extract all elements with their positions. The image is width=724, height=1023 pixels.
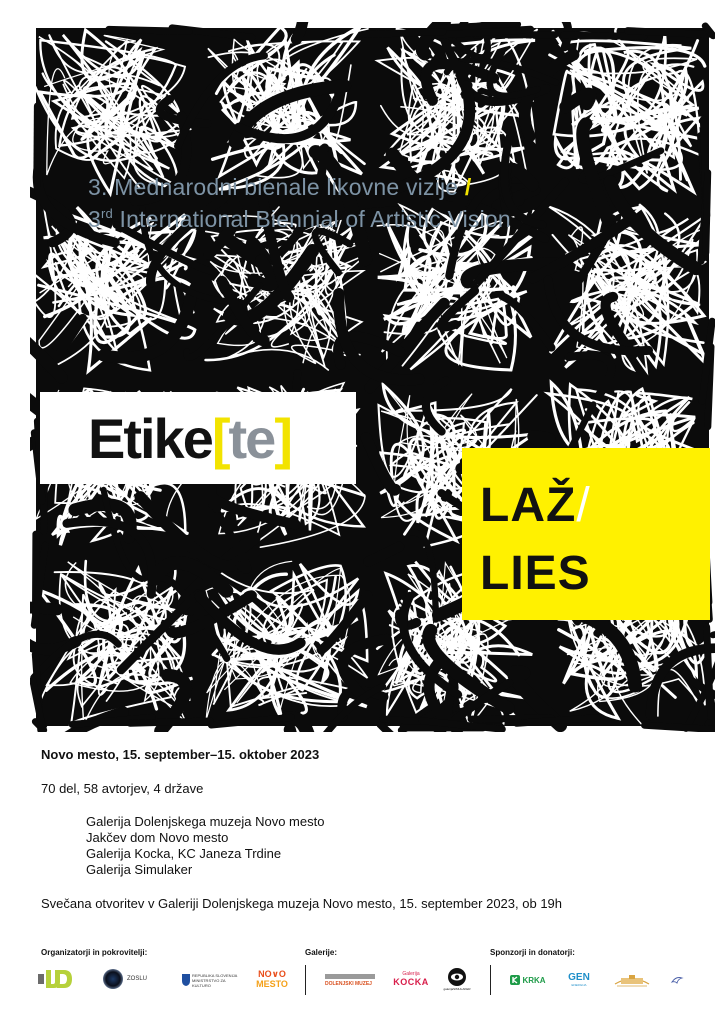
organizer-logo-novo-mesto [256,967,288,991]
sponsors-label: Sponzorji in donatorji: [490,948,575,957]
scribble-edge-stroke [645,725,714,729]
scribble-edge-stroke [37,106,38,186]
venue-item: Galerija Simulaker [86,862,193,877]
theme-slash: / [576,479,591,532]
scribble-edge-stroke [707,627,711,707]
ministry-text: REPUBLIKA SLOVENIJA MINISTRSTVO ZA KULTURO [192,972,238,988]
zoslu-circle-icon [102,968,124,990]
organizer-logo-ud [38,967,72,991]
scribble-edge-stroke [130,721,210,723]
castle-illustration-icon [613,972,651,988]
scribble-edge-stroke [564,35,644,36]
subtitle-slash: / [464,174,472,200]
organizer-logo-zoslu [102,967,162,991]
zoslu-text: ZOSLU [127,976,148,982]
scribble-edge-stroke [438,31,518,36]
kocka-top-text: Galerija [402,971,420,977]
scribble-artwork [30,22,715,732]
simulaker-eye-icon [447,967,467,987]
sponsor-logo-castle [612,971,652,989]
subtitle-slovene [88,174,472,201]
opening-note: Svečana otvoritev v Galeriji Dolenjskega muzeja Novo mesto, 15. september 2023, ob 19h [41,896,563,911]
scribble-edge-stroke [706,173,708,253]
gallery-logo-kocka [394,966,428,992]
ud-logo-icon [38,967,72,991]
theme-slovene-text: LAŽ [480,479,577,532]
organizers-label: Organizatorji in pokrovitelji: [41,948,148,957]
museum-bar [325,974,375,979]
museum-text: DOLENJSKI MUZEJ [325,980,372,987]
bird-icon [670,973,684,987]
venue-item: Galerija Kocka, KC Janeza Trdine [86,846,282,861]
krka-text: KRKA [522,975,546,985]
title-logo-box [40,392,356,484]
subtitle-english-text: International Biennial of Artistic Vision [112,206,511,232]
title-bracket-close: ] [274,407,291,470]
organizer-logo-ministry [182,972,240,988]
theme-slovene [480,478,591,533]
footer-divider [490,965,491,995]
scribble-stroke [533,436,551,447]
scribble-edge-stroke [363,32,443,35]
exhibition-counts: 70 del, 58 avtorjev, 4 države [41,781,204,796]
sponsor-logo-small [668,972,686,988]
subtitle-english [88,206,511,233]
title-part2: te [228,407,275,470]
gallery-logo-dolenjski-muzej [325,972,377,988]
theme-box [462,448,710,620]
venue-item: Jakčev dom Novo mesto [86,830,229,845]
title-part1: Etike [88,407,212,470]
exhibition-dates: Novo mesto, 15. september–15. oktober 2023 [41,747,320,762]
title-logo [88,406,291,471]
krka-mark-icon [510,975,520,985]
subtitle-ordinal: 3 [88,206,101,232]
coat-of-arms-icon [182,974,190,986]
footer-divider [305,965,306,995]
kocka-text: KOCKA [393,977,429,987]
subtitle-slovene-text: 3. Mednarodni bienale likovne vizije [88,174,459,200]
scribble-edge-stroke [628,31,708,35]
theme-english: LIES [480,547,591,600]
novo-mesto-line1: NO∨O [258,969,286,979]
scribble-edge-stroke [109,29,189,31]
gallery-logo-simulaker [443,964,471,994]
sponsor-logo-krka [508,972,548,988]
sponsor-logo-gen [562,968,596,990]
simulaker-text: galerijaSIMULAKER [443,987,471,991]
venue-item: Galerija Dolenjskega muzeja Novo mesto [86,814,325,829]
novo-mesto-line2: MESTO [256,979,288,989]
galleries-label: Galerije: [305,948,338,957]
title-bracket-open: [ [211,407,229,470]
gen-text: GEN [568,971,590,983]
subtitle-ordinal-suffix: rd [101,206,113,221]
gen-sub-text: ENERGIJA [571,982,587,987]
